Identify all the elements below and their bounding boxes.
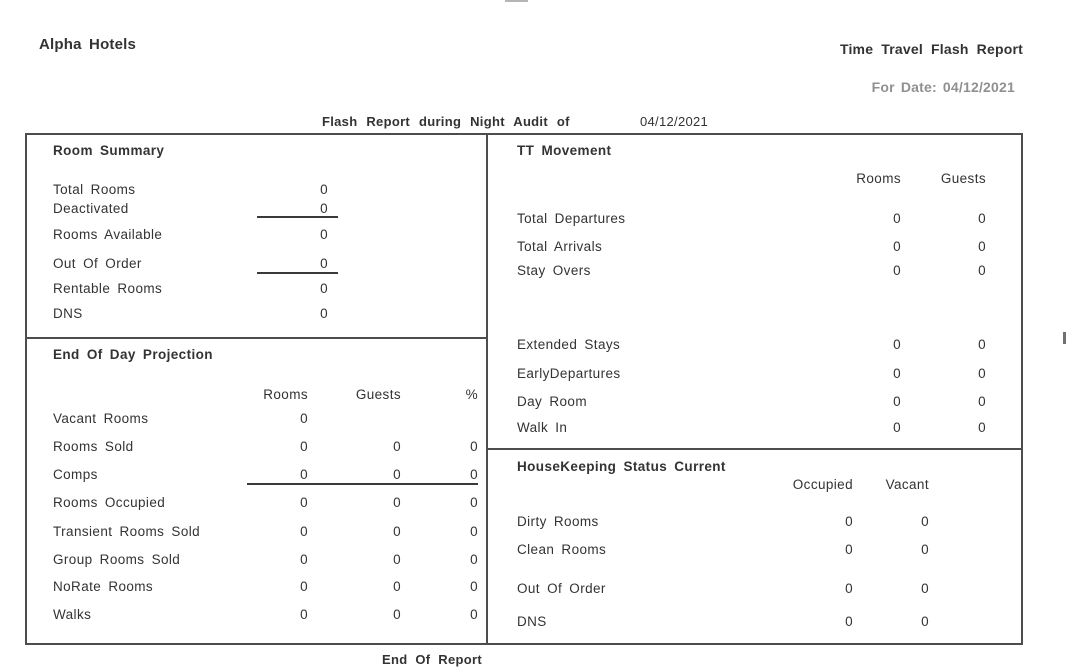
page-edge-artifact [505,0,528,2]
row-label: EarlyDepartures [517,366,621,381]
row-value: 0 [893,420,901,435]
table-row [27,307,486,321]
column-header-row [27,388,486,402]
row-label: Clean Rooms [517,542,607,557]
row-value: 0 [845,514,853,529]
row-value: 0 [320,306,328,321]
row-value: 0 [893,263,901,278]
row-value: 0 [470,552,478,567]
table-row [27,496,486,510]
table-row [27,553,486,567]
table-row [27,580,486,594]
row-label: Day Room [517,394,587,409]
table-row [27,282,486,296]
section-title-housekeeping: HouseKeeping Status Current [517,459,726,474]
section-title-room-summary: Room Summary [53,143,165,158]
row-label: Deactivated [53,201,129,216]
row-value: 0 [845,614,853,629]
table-row [488,515,1021,529]
subtotal-rule [257,272,338,274]
row-value: 0 [470,524,478,539]
row-value: 0 [921,514,929,529]
row-label: Total Arrivals [517,239,603,254]
row-value: 0 [921,581,929,596]
row-label: Rooms Occupied [53,495,166,510]
table-row [27,608,486,622]
row-value: 0 [893,239,901,254]
row-label: Walks [53,607,92,622]
row-value: 0 [845,581,853,596]
row-value: 0 [300,411,308,426]
row-value: 0 [978,239,986,254]
table-row [488,582,1021,596]
left-section-divider [27,337,486,339]
column-header: Rooms [263,387,308,402]
row-label: Rooms Available [53,227,163,242]
row-value: 0 [893,394,901,409]
row-value: 0 [921,542,929,557]
column-header-row [488,478,1021,492]
row-label: Stay Overs [517,263,591,278]
table-row [488,543,1021,557]
row-label: Total Rooms [53,182,136,197]
row-value: 0 [893,366,901,381]
table-row [27,440,486,454]
table-row [488,615,1021,629]
row-label: Total Departures [517,211,626,226]
row-value: 0 [320,201,328,216]
row-value: 0 [978,211,986,226]
table-row [488,395,1021,409]
report-table [25,133,1023,645]
row-value: 0 [320,256,328,271]
row-label: DNS [517,614,547,629]
row-value: 0 [893,211,901,226]
column-header: Occupied [792,477,853,492]
column-header-row [488,172,1021,186]
table-row [488,240,1021,254]
row-value: 0 [978,420,986,435]
table-row [488,264,1021,278]
row-label: Rooms Sold [53,439,134,454]
row-value: 0 [300,552,308,567]
row-label: Extended Stays [517,337,621,352]
table-row [488,212,1021,226]
row-value: 0 [470,607,478,622]
section-title-end-of-day: End Of Day Projection [53,347,213,362]
row-value: 0 [300,579,308,594]
row-label: Dirty Rooms [517,514,599,529]
row-value: 0 [393,607,401,622]
row-value: 0 [300,524,308,539]
table-row [27,525,486,539]
row-value: 0 [393,552,401,567]
row-value: 0 [393,495,401,510]
row-label: Vacant Rooms [53,411,149,426]
row-label: Group Rooms Sold [53,552,181,567]
column-header: Vacant [885,477,929,492]
subtotal-rule [247,483,478,485]
column-header: % [465,387,478,402]
column-header: Rooms [856,171,901,186]
row-value: 0 [320,227,328,242]
row-label: DNS [53,306,83,321]
row-value: 0 [893,337,901,352]
table-row [27,412,486,426]
row-value: 0 [300,467,308,482]
row-label: Out Of Order [53,256,142,271]
row-label: Comps [53,467,98,482]
row-value: 0 [320,182,328,197]
row-label: Transient Rooms Sold [53,524,201,539]
row-value: 0 [393,439,401,454]
table-row [488,421,1021,435]
row-value: 0 [393,524,401,539]
audit-date: 04/12/2021 [640,114,709,129]
row-value: 0 [470,439,478,454]
row-value: 0 [300,607,308,622]
table-row [488,367,1021,381]
table-row [27,257,486,271]
table-row [27,468,486,482]
subtotal-rule [257,216,338,218]
table-row [488,338,1021,352]
hotel-name: Alpha Hotels [39,36,137,53]
row-value: 0 [978,394,986,409]
end-of-report-label: End Of Report [381,652,482,667]
column-header: Guests [940,171,986,186]
section-title-tt-movement: TT Movement [517,143,612,158]
row-value: 0 [921,614,929,629]
row-value: 0 [470,467,478,482]
row-value: 0 [470,579,478,594]
row-value: 0 [393,467,401,482]
row-value: 0 [300,495,308,510]
audit-title: Flash Report during Night Audit of [322,114,570,129]
row-label: Walk In [517,420,568,435]
report-for-date: For Date: 04/12/2021 [871,79,1015,95]
row-value: 0 [393,579,401,594]
table-row [27,228,486,242]
table-row [27,202,486,216]
right-section-divider [488,448,1021,450]
table-row [27,183,486,197]
row-value: 0 [845,542,853,557]
row-value: 0 [300,439,308,454]
row-label: Out Of Order [517,581,606,596]
row-value: 0 [978,366,986,381]
row-value: 0 [978,337,986,352]
column-header: Guests [355,387,401,402]
row-value: 0 [320,281,328,296]
row-label: Rentable Rooms [53,281,163,296]
row-label: NoRate Rooms [53,579,154,594]
row-value: 0 [978,263,986,278]
row-value: 0 [470,495,478,510]
report-title: Time Travel Flash Report [839,41,1023,57]
